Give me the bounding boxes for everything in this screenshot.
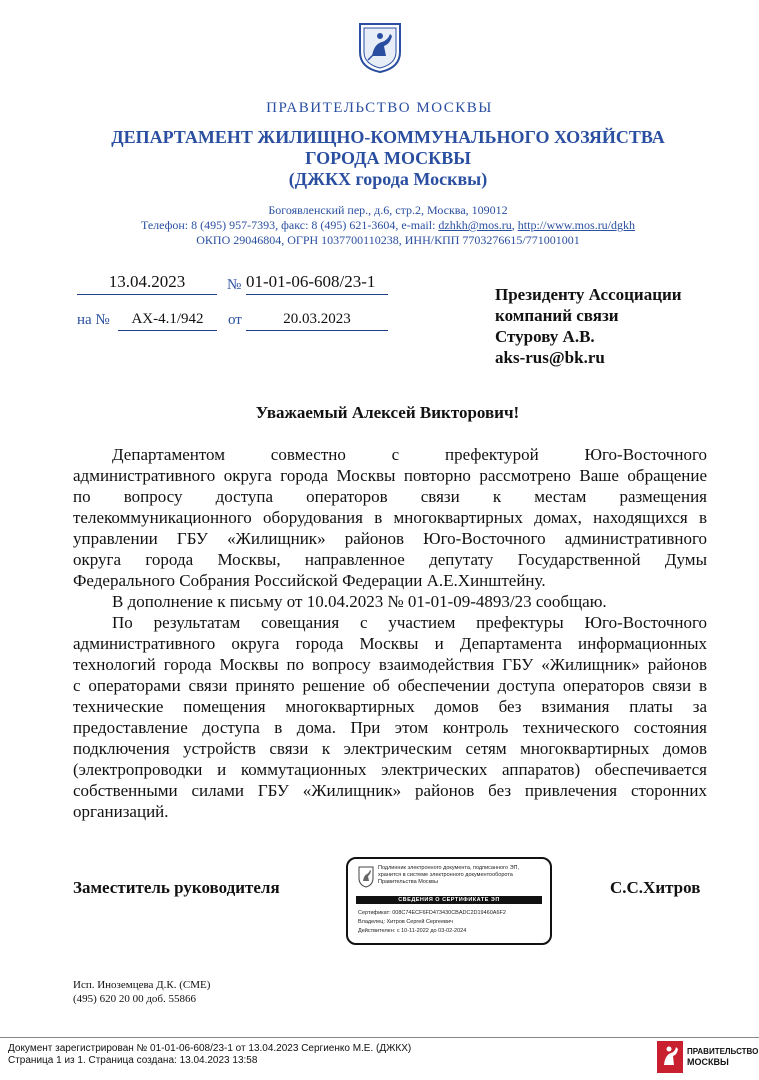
addressee-line2: компаний связи: [495, 306, 619, 325]
moscow-coat-of-arms: [358, 22, 402, 74]
footer-divider: [0, 1037, 759, 1038]
stamp-line1: Подлинник электронного документа, подписанного ЭП,: [378, 865, 520, 871]
department-contacts: Телефон: 8 (495) 957-7393, факс: 8 (495) 621-3604, e-mail: dzhkh@mos.ru, http://www.mos.ru/dgkh: [140, 218, 636, 232]
addressee-email: aks-rus@bk.ru: [495, 348, 605, 367]
footer-logo: [657, 1041, 759, 1075]
footer-logo-line1: ПРАВИТЕЛЬСТВО: [687, 1047, 759, 1056]
contacts-text: Телефон: 8 (495) 957-7393, факс: 8 (495) 621-3604, e-mail:: [140, 218, 439, 232]
body-line: В дополнение к письму от 10.04.2023 № 01-01-09-4893/23 сообщаю.: [112, 592, 607, 611]
body-line: организаций.: [73, 802, 169, 821]
reference-number: АХ-4.1/942: [118, 311, 217, 331]
addressee: [495, 284, 682, 368]
stamp-owner: Владелец: Хитров Сергей Сергеевич: [358, 919, 453, 925]
stamp-line3: Правительства Москвы: [378, 879, 438, 885]
department-codes: ОКПО 29046804, ОГРН 1037700110238, ИНН/КПП 7703276615/771001001: [196, 233, 580, 247]
salutation: Уважаемый Алексей Викторович!: [255, 403, 520, 422]
department-title-line2: ГОРОДА МОСКВЫ: [305, 148, 471, 168]
executor-name: Исп. Иноземцева Д.К. (СМЕ): [73, 979, 211, 991]
government-title: ПРАВИТЕЛЬСТВО МОСКВЫ: [266, 100, 493, 116]
stamp-certificate-number: Сертификат: 008C74ECF6FD473430CBADC2D19460A6F2: [358, 910, 506, 916]
body-line: по вопросу доступа операторов связи к местам размещения: [73, 487, 707, 506]
body-line: собственными силами ГБУ «Жилищник» районов без привлечения сторонних: [73, 781, 707, 800]
body-line: управлении ГБУ «Жилищник» районов Юго-Восточного административного: [73, 529, 707, 548]
signatory-position: Заместитель руководителя: [73, 878, 280, 897]
reference-label: на №: [77, 312, 110, 328]
stamp-validity: Действителен: с 10-11-2022 до 03-02-2024: [358, 928, 467, 934]
body-line: Департаментом совместно с префектурой Юго-Восточного: [112, 445, 707, 464]
footer-registration-line: Документ зарегистрирован № 01-01-06-608/23-1 от 13.04.2023 Сергиенко М.Е. (ДЖКХ): [8, 1043, 412, 1054]
department-address: Богоявленский пер., д.6, стр.2, Москва, 109012: [268, 203, 508, 217]
reference-date: 20.03.2023: [246, 311, 388, 331]
body-line: подключения устройств связи к электрическим сетям многоквартирных домов: [73, 739, 707, 758]
addressee-line3: Стурову А.В.: [495, 327, 595, 346]
stamp-emblem-icon: [358, 866, 374, 888]
stamp-line2: хранится в системе электронного документооборота: [378, 872, 513, 878]
website-link[interactable]: http://www.mos.ru/dgkh: [517, 218, 636, 232]
electronic-signature-stamp: [346, 857, 552, 945]
stamp-certificate-header: СВЕДЕНИЯ О СЕРТИФИКАТЕ ЭП: [356, 896, 542, 904]
footer-logo-line2: МОСКВЫ: [687, 1057, 729, 1067]
body-line: По результатам совещания с участием префектуры Юго-Восточного: [112, 613, 707, 632]
body-line: предоставление доступа в дома. При этом контроль технического состояния: [73, 718, 707, 737]
footer-logo-text: [687, 1047, 758, 1067]
department-title-line1: ДЕПАРТАМЕНТ ЖИЛИЩНО-КОММУНАЛЬНОГО ХОЗЯЙСТВА: [111, 127, 665, 147]
executor-info: [73, 978, 210, 1006]
signatory-name: С.С.Хитров: [610, 878, 701, 897]
reference-date-label: от: [228, 312, 242, 328]
body-line: технические помещения многоквартирных домов без взимания платы за: [73, 697, 707, 716]
email-link[interactable]: dzhkh@mos.ru: [438, 218, 512, 232]
body-line: округа города Москвы, направленное депутату Государственной Думы: [73, 550, 707, 569]
executor-phone: (495) 620 20 00 доб. 55866: [73, 993, 197, 1005]
body-line: (электропроводки и коммутационных электрических аппаратов) обеспечивается: [73, 760, 707, 779]
addressee-line1: Президенту Ассоциации: [495, 285, 682, 304]
body-line: телекоммуникационного оборудования в многоквартирных домах, находящихся в: [73, 508, 707, 527]
footer-emblem-icon: [657, 1041, 683, 1073]
stamp-text: [378, 865, 519, 886]
registration-date: 13.04.2023: [77, 272, 217, 295]
department-abbreviation: (ДЖКХ города Москвы): [288, 169, 488, 189]
registration-number: 01-01-06-608/23-1: [246, 272, 388, 295]
body-line: с операторами связи принято решение об обеспечении доступа операторов связи в: [73, 676, 707, 695]
stamp-cert-details: [358, 909, 506, 936]
footer-page-line: Страница 1 из 1. Страница создана: 13.04.2023 13:58: [8, 1055, 258, 1066]
body-line: административного округа города Москвы и Департамента информационных: [73, 634, 707, 653]
registration-footer: [8, 1043, 411, 1067]
body-line: административного округа города Москвы повторно рассмотрено Ваше обращение: [73, 466, 707, 485]
body-line: Федерального Собрания Российской Федерации А.Е.Хинштейну.: [73, 571, 546, 590]
body-line: технологий города Москвы по вопросу взаимодействия ГБУ «Жилищник» районов: [73, 655, 707, 674]
registration-number-label: №: [227, 277, 242, 293]
